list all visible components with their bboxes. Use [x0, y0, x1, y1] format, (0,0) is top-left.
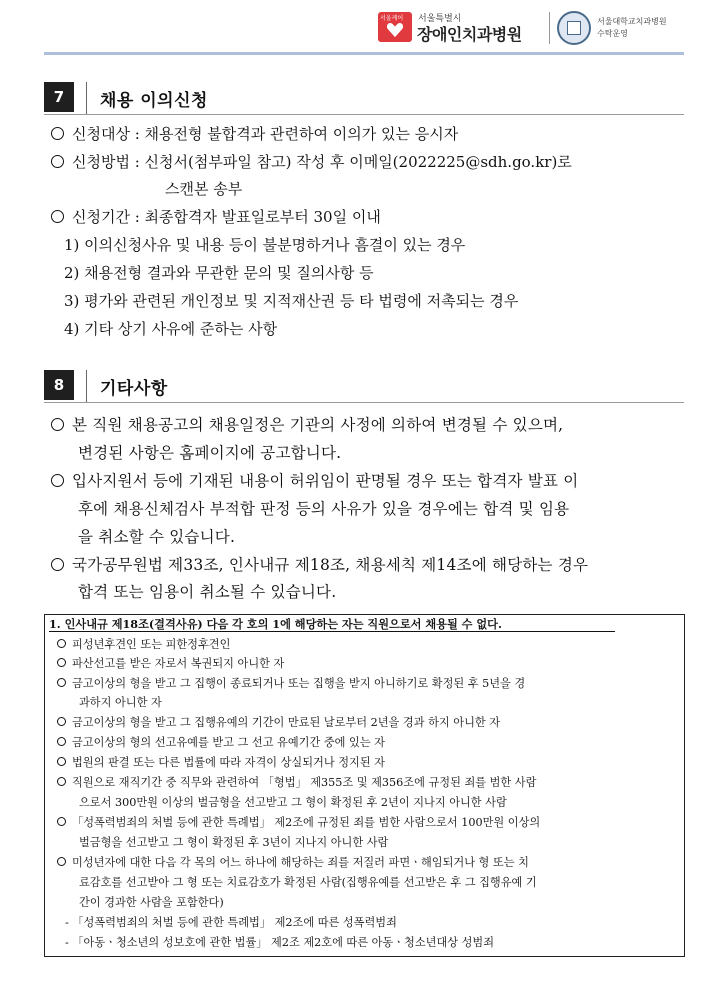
- badge-text: 서울케어: [380, 15, 404, 22]
- section-7-header: [44, 82, 684, 116]
- list-item-continuation: 합격 또는 임용이 취소될 수 있습니다.: [78, 583, 337, 601]
- box-item: 파산선고를 받은 자로서 복권되지 아니한 자: [57, 656, 284, 672]
- list-item: 신청대상 : 채용전형 불합격과 관련하여 이의가 있는 응시자: [51, 124, 458, 144]
- circle-bullet-icon: [57, 857, 66, 866]
- section-title: 기타사항: [100, 379, 168, 399]
- circle-bullet-icon: [57, 658, 66, 667]
- heading-underline: [49, 631, 615, 632]
- list-item-continuation: 스캔본 송부: [165, 180, 243, 198]
- box-item: 금고이상의 형을 받고 그 집행이 종료되거나 또는 집행을 받지 아니하기로 확정된 후 5년을 경: [57, 676, 525, 692]
- university-seal-icon: [557, 11, 591, 45]
- hospital-subtitle: 서울특별시: [418, 14, 462, 24]
- circle-bullet-icon: [51, 558, 64, 571]
- divider: [44, 114, 684, 115]
- box-item-continuation: 간이 경과한 사람을 포함한다): [79, 896, 224, 909]
- circle-bullet-icon: [57, 737, 66, 746]
- list-item-continuation: 을 취소할 수 있습니다.: [78, 528, 236, 546]
- sub-list-item: 1) 이의신청사유 및 내용 등이 불분명하거나 흠결이 있는 경우: [64, 236, 466, 254]
- section-title: 채용 이의신청: [100, 91, 208, 111]
- list-item: 신청방법 : 신청서(첨부파일 참고) 작성 후 이메일(2022225@sdh.go.kr)로: [51, 152, 572, 172]
- sub-list-item: 2) 채용전형 결과와 무관한 문의 및 질의사항 등: [64, 264, 374, 282]
- sub-list-item: 4) 기타 상기 사유에 준하는 사항: [64, 320, 278, 338]
- box-item: 직원으로 재직기간 중 직무와 관련하여 「형법」 제355조 및 제356조에 규정된 죄를 범한 사람: [57, 775, 536, 791]
- section-number: 7: [44, 82, 74, 112]
- box-heading: 1. 인사내규 제18조(결격사유) 다음 각 호의 1에 해당하는 자는 직원으로서 채용될 수 없다.: [49, 617, 502, 631]
- section-number: 8: [44, 370, 74, 400]
- university-role: 수탁운영: [597, 29, 628, 38]
- divider: [86, 82, 87, 114]
- box-item: 피성년후견인 또는 피한정후견인: [57, 637, 230, 653]
- box-item: 미성년자에 대한 다음 각 목의 어느 하나에 해당하는 죄를 저질러 파면ㆍ해임되거나 형 또는 치: [57, 855, 529, 871]
- circle-bullet-icon: [51, 210, 64, 223]
- circle-bullet-icon: [51, 474, 64, 487]
- box-item-continuation: 으로서 300만원 이상의 벌금형을 선고받고 그 형이 확정된 후 2년이 지나지 아니한 사람: [79, 796, 507, 809]
- section-8-header: [44, 370, 684, 404]
- list-item-continuation: 변경된 사항은 홈페이지에 공고합니다.: [78, 444, 342, 462]
- box-item: 「성폭력범죄의 처벌 등에 관한 특례법」 제2조에 규정된 죄를 범한 사람으로서 100만원 이상의: [57, 815, 540, 831]
- page-header: [0, 0, 719, 52]
- box-item-continuation: 벌금형을 선고받고 그 형이 확정된 후 3년이 지나지 아니한 사람: [79, 836, 389, 849]
- university-name: 서울대학교치과병원: [597, 17, 667, 26]
- circle-bullet-icon: [51, 418, 64, 431]
- seoul-care-logo: [378, 12, 412, 42]
- header-rule: [44, 52, 684, 55]
- box-item-continuation: 료감호를 선고받아 그 형 또는 치료감호가 확정된 사람(집행유예를 선고받은 후 그 집행유예 기: [79, 876, 537, 889]
- list-item: 입사지원서 등에 기재된 내용이 허위임이 판명될 경우 또는 합격자 발표 이: [51, 471, 578, 491]
- box-sub-item: - 「아동ㆍ청소년의 성보호에 관한 법률」 제2조 제2호에 따른 아동ㆍ청소년대상 성범죄: [65, 936, 495, 949]
- list-item: 국가공무원법 제33조, 인사내규 제18조, 채용세칙 제14조에 해당하는 경우: [51, 555, 588, 575]
- sub-list-item: 3) 평가와 관련된 개인정보 및 지적재산권 등 타 법령에 저촉되는 경우: [64, 292, 519, 310]
- box-item: 금고이상의 형의 선고유예를 받고 그 선고 유예기간 중에 있는 자: [57, 735, 385, 751]
- circle-bullet-icon: [57, 777, 66, 786]
- list-item: 본 직원 채용공고의 채용일정은 기관의 사정에 의하여 변경될 수 있으며,: [51, 415, 563, 435]
- box-item: 금고이상의 형을 받고 그 집행유예의 기간이 만료된 날로부터 2년을 경과 하지 아니한 자: [57, 715, 500, 731]
- circle-bullet-icon: [57, 717, 66, 726]
- heart-icon: [386, 22, 404, 38]
- divider: [44, 402, 684, 403]
- disqualification-box: [44, 614, 685, 957]
- list-item-continuation: 후에 채용신체검사 부적합 판정 등의 사유가 있을 경우에는 합격 및 임용: [78, 500, 570, 518]
- circle-bullet-icon: [51, 127, 64, 140]
- circle-bullet-icon: [57, 817, 66, 826]
- hospital-name: 장애인치과병원: [417, 25, 522, 44]
- circle-bullet-icon: [57, 757, 66, 766]
- circle-bullet-icon: [51, 155, 64, 168]
- box-item: 법원의 판결 또는 다른 법률에 따라 자격이 상실되거나 정지된 자: [57, 755, 385, 771]
- box-item-continuation: 과하지 아니한 자: [79, 696, 162, 709]
- list-item: 신청기간 : 최종합격자 발표일로부터 30일 이내: [51, 207, 381, 227]
- circle-bullet-icon: [57, 639, 66, 648]
- circle-bullet-icon: [57, 678, 66, 687]
- box-sub-item: - 「성폭력범죄의 처벌 등에 관한 특례법」 제2조에 따른 성폭력범죄: [65, 916, 397, 929]
- divider: [86, 370, 87, 402]
- header-divider: [549, 12, 550, 44]
